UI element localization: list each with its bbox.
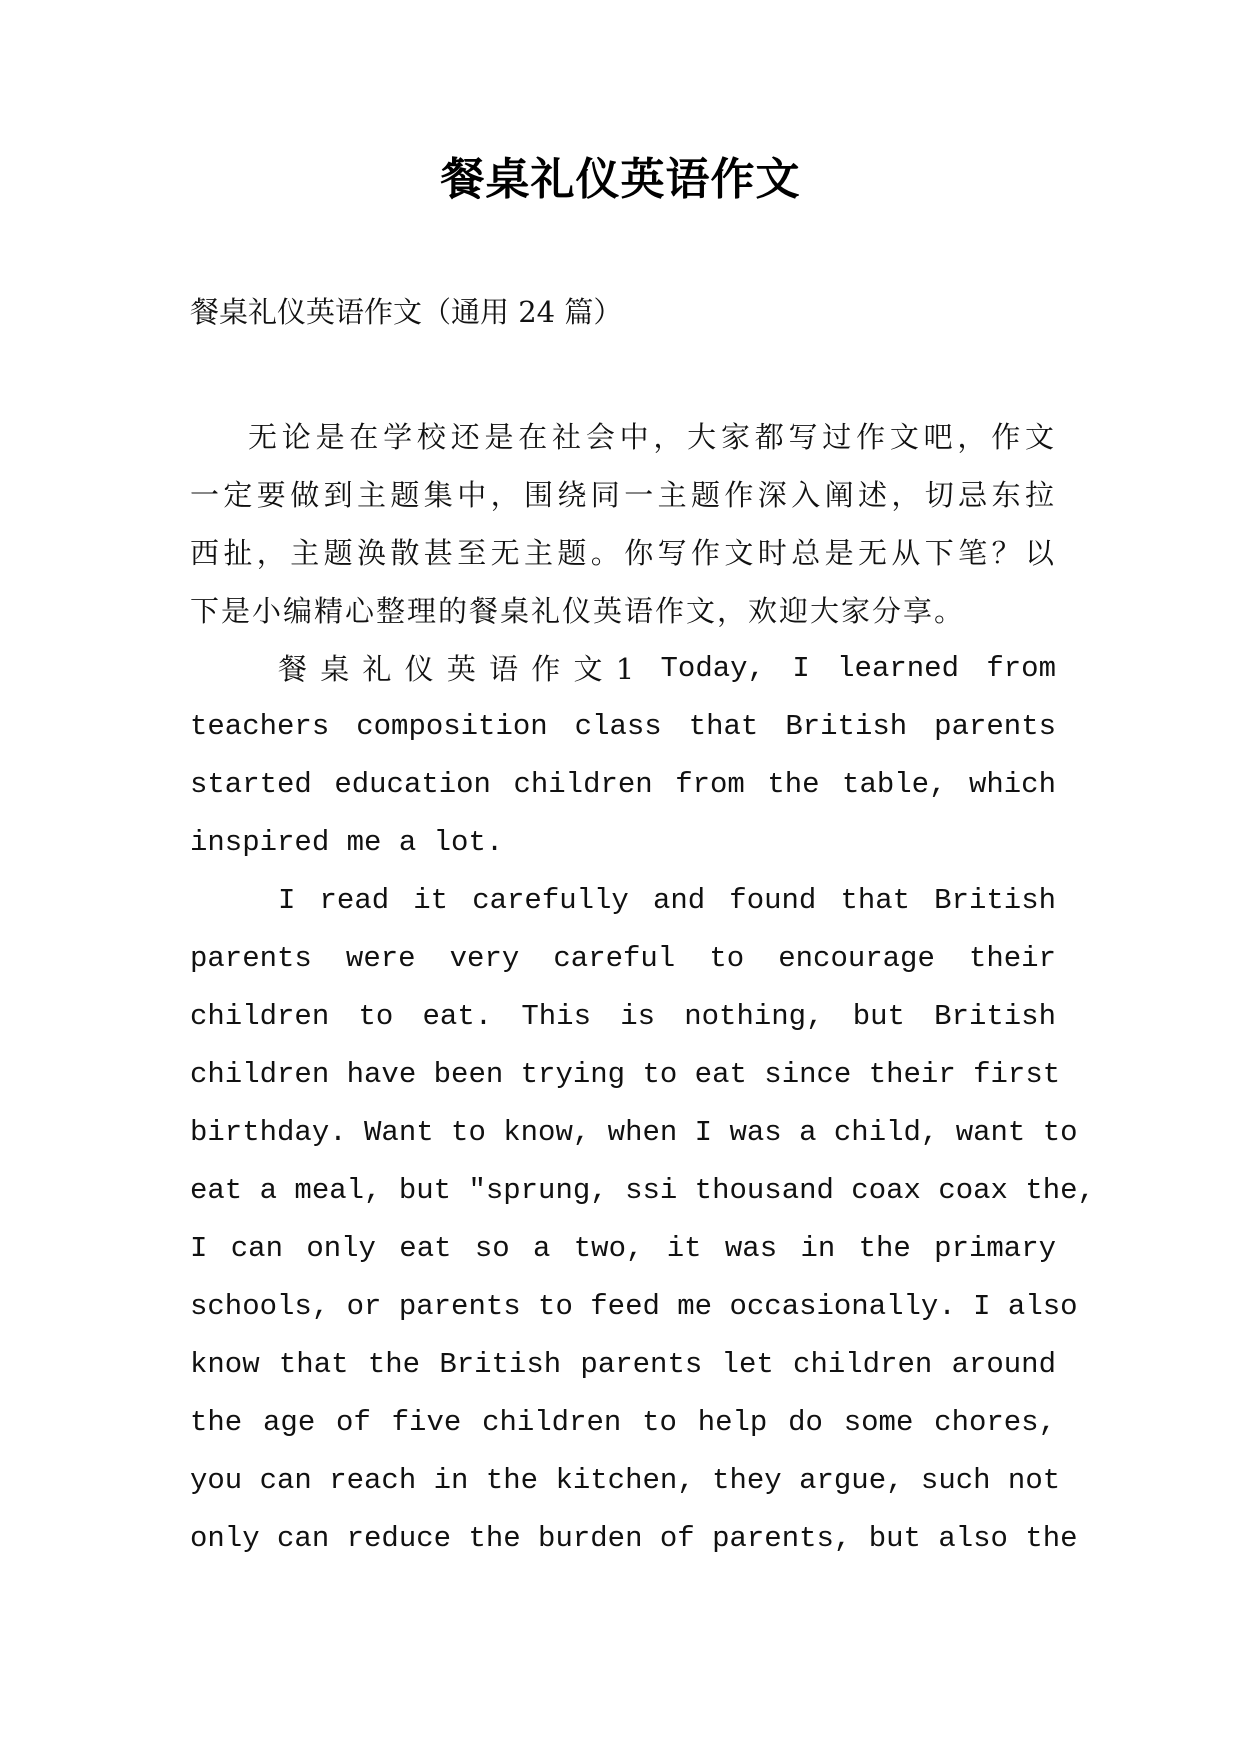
essay-line-15: you can reach in the kitchen, they argue, such not (190, 1464, 1061, 1497)
essay-line-16: only can reduce the burden of parents, but also the (190, 1522, 1078, 1555)
essay-line-8: children have been trying to eat since their first (190, 1058, 1061, 1091)
essay-line-6: parents were very careful to encourage their (190, 942, 1056, 975)
essay-line-12: schools, or parents to feed me occasionally. I also (190, 1290, 1078, 1323)
essay-first-line (190, 640, 1056, 698)
essay-line-13: know that the British parents let children around (190, 1348, 1056, 1381)
document-subtitle: 餐桌礼仪英语作文（通用 24 篇） (190, 295, 623, 329)
essay-line-2: teachers composition class that British parents (190, 710, 1056, 743)
essay-line-4: inspired me a lot. (190, 826, 504, 859)
essay-line-10: eat a meal, but "sprung, ssi thousand coax coax the, (190, 1174, 1095, 1207)
essay-line-14: the age of five children to help do some chores, (190, 1406, 1056, 1439)
document-body (190, 408, 1095, 1568)
essay-line-9: birthday. Want to know, when I was a child, want to (190, 1116, 1078, 1149)
essay-line-3: started education children from the table, which (190, 768, 1056, 801)
section-heading: 餐 桌 礼 仪 英 语 作 文 1 (278, 652, 637, 686)
essay-line-11: I can only eat so a two, it was in the primary (190, 1232, 1056, 1265)
intro-line-3: 西扯，主题涣散甚至无主题。你写作文时总是无从下笔？以 (190, 536, 1056, 570)
intro-line-1: 无论是在学校还是在社会中，大家都写过作文吧，作文 (248, 420, 1056, 454)
essay-line-7: children to eat. This is nothing, but British (190, 1000, 1056, 1033)
essay-line-5: I read it carefully and found that British (278, 884, 1056, 917)
essay-line-1: Today, I learned from (660, 652, 1056, 685)
document-title: 餐桌礼仪英语作文 (440, 154, 801, 205)
intro-line-4: 下是小编精心整理的餐桌礼仪英语作文，欢迎大家分享。 (190, 594, 966, 628)
intro-line-2: 一定要做到主题集中，围绕同一主题作深入阐述，切忌东拉 (190, 478, 1056, 512)
